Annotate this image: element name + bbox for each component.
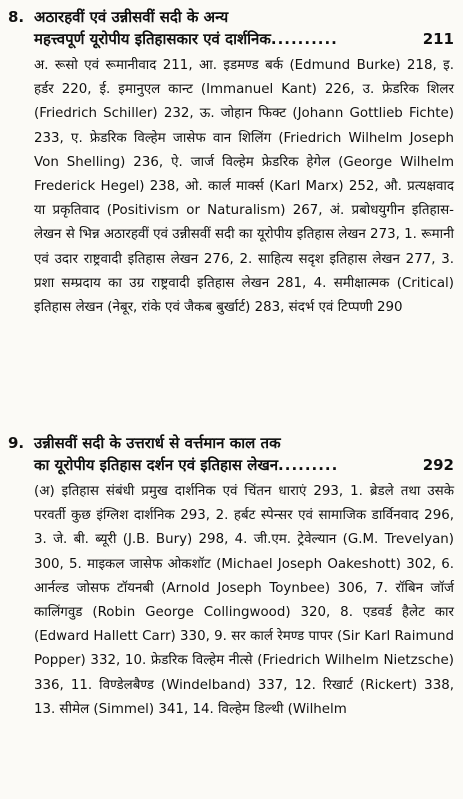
entry-number: 8.: [8, 8, 25, 26]
entry-title-part-1: उन्नीसवीं सदी के उत्तरार्ध से वर्त्तमान काल तक: [34, 434, 281, 452]
entry-heading-line-2: [8, 28, 454, 50]
page-number: 292: [422, 456, 454, 474]
entry-heading-line-1: [8, 6, 454, 28]
entry-heading-line-1: [8, 432, 454, 454]
entry-subtopics: अ. रूसो एवं रूमानीवाद 211, आ. इडमण्ड बर्क (Edmund Burke) 218, इ. हर्डर 220, ई. इमानुएल कान्ट (Immanuel Kant) 226, उ. फ्रेडरिक शिलर (Friedrich Schiller) 232, ऊ. जोहान फिक्ट (Johann Gottlieb Fichte) 233, ए. फ्रेडरिक विल्हेम जासेफ वान शिलिंग (Friedrich Wilhelm Joseph Von Shelling) 236, ऐ. जार्ज विल्हेम फ्रेडरिक हेगेल (George Wilhelm Frederick Hegel) 238, ओ. कार्ल मार्क्स (Karl Marx) 252, औ. प्रत्यक्षवाद या प्रकृतिवाद (Positivism or Naturalism) 267, अं. प्रबोधयुगीन इतिहास-लेखन से भिन्न अठारहवीं एवं उन्नीसवीं सदी का यूरोपीय इतिहास लेखन 273, 1. रूमानी एवं उदार राष्ट्रवादी इतिहास लेखन 276, 2. साहित्य सदृश इतिहास लेखन 277, 3. प्रशा सम्प्रदाय का उग्र राष्ट्रवादी इतिहास लेखन 281, 4. समीक्षात्मक (Critical) इतिहास लेखन (नेबूर, रांके एवं जैकब बुर्खार्ट) 283, संदर्भ एवं टिप्पणी 290: [34, 58, 454, 316]
entry-number: 9.: [8, 434, 25, 452]
dot-leader: ..........: [270, 30, 338, 48]
entry-heading-line-2: [8, 454, 454, 476]
entry-subtopics: (अ) इतिहास संबंधी प्रमुख दार्शनिक एवं चिंतन धाराएं 293, 1. ब्रेडले तथा उसके परवर्ती कुछ इंग्लिश दार्शनिक 293, 2. हर्बट स्पेन्सर एवं सामाजिक डार्विनवाद 296, 3. जे. बी. ब्यूरी (J.B. Bury) 298, 4. जी.एम. ट्रेवेल्यान (G.M. Trevelyan) 300, 5. माइकल जासेफ ओकशॉट (Michael Joseph Oakeshott) 302, 6. आर्नल्ड जोसफ टॉयनबी (Arnold Joseph Toynbee) 306, 7. रॉबिन जॉर्ज कालिंगवुड (Robin George Collingwood) 320, 8. एडवर्ड हैलेट कार (Edward Hallett Carr) 330, 9. सर कार्ल रेमण्ड पापर (Sir Karl Raimund Popper) 332, 10. फ्रेडरिक विल्हेम नीत्से (Friedrich Wilhelm Nietzsche) 336, 11. विण्डेलबैण्ड (Windelband) 337, 12. रिखार्ट (Rickert) 338, 13. सीमेल (Simmel) 341, 14. विल्हेम डिल्थी (Wilhelm: [34, 484, 454, 717]
page-number: 211: [422, 30, 454, 48]
toc-entry-8: [8, 6, 454, 320]
entry-title-part-2: महत्त्वपूर्ण यूरोपीय इतिहासकार एवं दार्शनिक: [34, 30, 271, 48]
entry-title-part-1: अठारहवीं एवं उन्नीसवीं सदी के अन्य: [34, 8, 229, 26]
dot-leader: .........: [278, 456, 339, 474]
toc-entry-9: [8, 432, 454, 722]
entry-title-part-2: का यूरोपीय इतिहास दर्शन एवं इतिहास लेखन: [34, 456, 279, 474]
